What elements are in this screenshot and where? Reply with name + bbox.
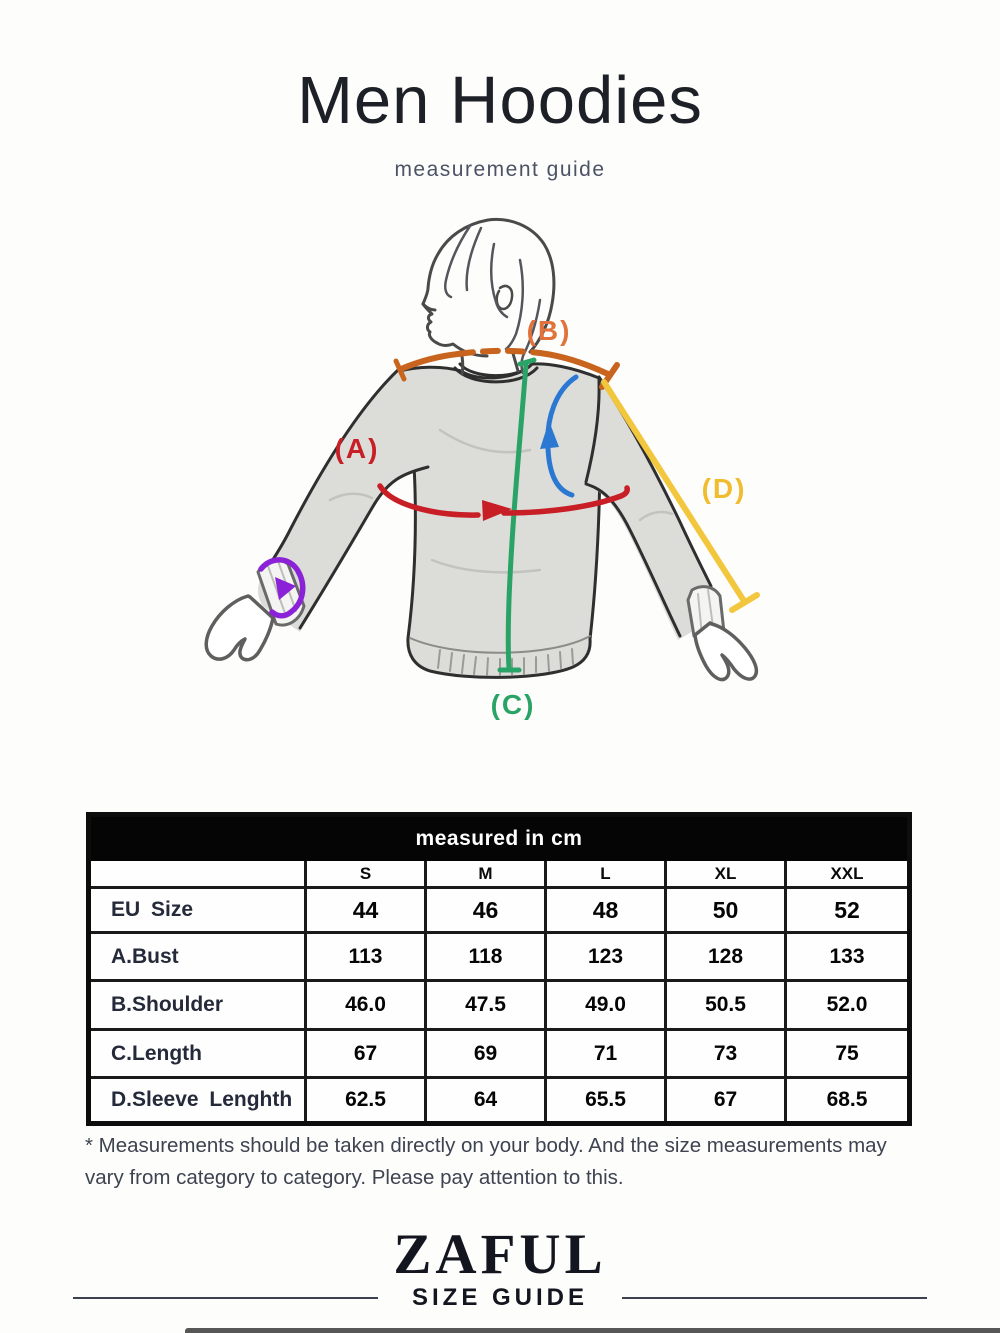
shoulder-s: 46.0 xyxy=(307,982,427,1031)
shoulder-m: 47.5 xyxy=(427,982,547,1031)
eu-size-s: 44 xyxy=(307,889,427,934)
col-header-l: L xyxy=(547,861,667,889)
length-s: 67 xyxy=(307,1031,427,1079)
col-header-s: S xyxy=(307,861,427,889)
sleeve-s: 62.5 xyxy=(307,1079,427,1121)
size-table xyxy=(86,812,912,1126)
bust-m: 118 xyxy=(427,934,547,982)
sleeve-l: 65.5 xyxy=(547,1079,667,1121)
bust-s: 113 xyxy=(307,934,427,982)
eu-size-m: 46 xyxy=(427,889,547,934)
length-m: 69 xyxy=(427,1031,547,1079)
bust-l: 123 xyxy=(547,934,667,982)
sweater-torso xyxy=(400,364,600,678)
sleeve-xl: 67 xyxy=(667,1079,787,1121)
eu-size-xxl: 52 xyxy=(787,889,907,934)
table-title: measured in cm xyxy=(91,817,907,861)
row-label-bust: A.Bust xyxy=(91,934,307,982)
bottom-partial-element xyxy=(185,1328,1000,1333)
bust-xxl: 133 xyxy=(787,934,907,982)
right-rule xyxy=(622,1297,927,1299)
page-title: Men Hoodies xyxy=(297,63,703,138)
shoulder-xxl: 52.0 xyxy=(787,982,907,1031)
left-rule xyxy=(73,1297,378,1299)
bust-xl: 128 xyxy=(667,934,787,982)
col-header-xl: XL xyxy=(667,861,787,889)
sleeve-xxl: 68.5 xyxy=(787,1079,907,1121)
length-xl: 73 xyxy=(667,1031,787,1079)
eu-size-l: 48 xyxy=(547,889,667,934)
shoulder-l: 49.0 xyxy=(547,982,667,1031)
row-label-length: C.Length xyxy=(91,1031,307,1079)
row-label-sleeve: D.Sleeve Lenghth xyxy=(91,1079,307,1121)
length-l: 71 xyxy=(547,1031,667,1079)
footnote: * Measurements should be taken directly on your body. And the size measurements may vary from category to category. Please pay attention to this. xyxy=(85,1134,887,1189)
corner-empty-cell xyxy=(91,861,307,889)
label-a: (A) xyxy=(334,433,380,464)
sleeve-m: 64 xyxy=(427,1079,547,1121)
row-label-eu-size: EU Size xyxy=(91,889,307,934)
length-xxl: 75 xyxy=(787,1031,907,1079)
label-b: (B) xyxy=(526,315,572,346)
measurement-diagram-illustration xyxy=(150,210,850,740)
right-hand xyxy=(695,623,756,680)
brand-tagline-row xyxy=(0,1284,1000,1312)
label-c: (C) xyxy=(490,689,536,720)
col-header-xxl: XXL xyxy=(787,861,907,889)
shoulder-xl: 50.5 xyxy=(667,982,787,1031)
brand-tagline: SIZE GUIDE xyxy=(411,1284,589,1311)
eu-size-xl: 50 xyxy=(667,889,787,934)
page-subtitle: measurement guide xyxy=(394,158,606,181)
label-d: (D) xyxy=(701,473,747,504)
size-table-grid xyxy=(91,861,907,1121)
col-header-m: M xyxy=(427,861,547,889)
row-label-shoulder: B.Shoulder xyxy=(91,982,307,1031)
brand-logo: ZAFUL xyxy=(393,1223,607,1286)
